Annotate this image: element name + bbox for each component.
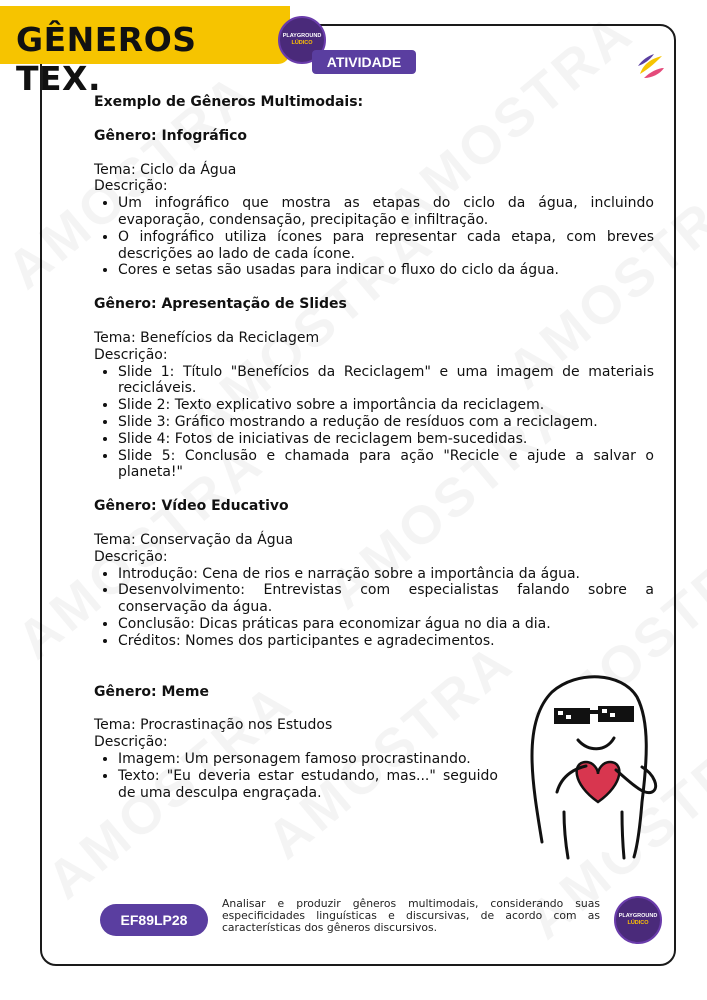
title-bar — [0, 6, 290, 98]
section-descricao: Descrição: — [94, 346, 168, 363]
list-item: • Desenvolvimento: Entrevistas com especialistas falando sobre a conservação da água. — [118, 582, 654, 616]
list-item: • O infográfico utiliza ícones para representar cada etapa, com breves descrições ao lado de cada ícone. — [118, 229, 654, 263]
section-list — [94, 364, 654, 482]
list-item: • Um infográfico que mostra as etapas do ciclo da água, incluindo evaporação, condensação, precipitação e infiltração. — [118, 195, 654, 229]
decorative-leaf-icon — [636, 52, 666, 82]
section-list — [94, 566, 654, 650]
list-item: • Slide 2: Texto explicativo sobre a importância da reciclagem. — [118, 397, 654, 414]
list-item: • Slide 1: Título "Benefícios da Reciclagem" e uma imagem de materiais recicláveis. — [118, 364, 654, 398]
list-item: • Cores e setas são usadas para indicar o fluxo do ciclo da água. — [118, 262, 654, 279]
section-descricao: Descrição: — [94, 548, 168, 565]
list-item: • Slide 3: Gráfico mostrando a redução de resíduos com a reciclagem. — [118, 414, 654, 431]
skill-code-badge: EF89LP28 — [100, 904, 208, 936]
list-item: • Créditos: Nomes dos participantes e agradecimentos. — [118, 633, 654, 650]
section-heading: Gênero: Infográfico — [94, 127, 247, 144]
section-heading: Gênero: Apresentação de Slides — [94, 296, 347, 313]
intro-heading: Exemplo de Gêneros Multimodais: — [94, 94, 364, 110]
section-tema: Tema: Ciclo da Água — [94, 161, 237, 178]
logo-line2: LÚDICO — [627, 920, 649, 926]
logo-line1: PLAYGROUND — [282, 33, 322, 39]
section-tema: Tema: Procrastinação nos Estudos — [94, 717, 333, 734]
section-list — [94, 195, 654, 279]
list-item: • Texto: "Eu deveria estar estudando, mas..." seguido de uma desculpa engraçada. — [118, 768, 498, 802]
skill-description: Analisar e produzir gêneros multimodais, considerando suas especificidades linguísticas e discursivas, de acordo com as características dos gêneros discursivos. — [222, 897, 600, 934]
section-tema: Tema: Benefícios da Reciclagem — [94, 329, 320, 346]
activity-badge: ATIVIDADE — [312, 50, 416, 74]
section-descricao: Descrição: — [94, 178, 168, 195]
playground-logo-footer — [614, 896, 662, 944]
list-item: • Introdução: Cena de rios e narração sobre a importância da água. — [118, 566, 654, 583]
page-title: GÊNEROS TEX. — [16, 20, 197, 98]
section-heading: Gênero: Vídeo Educativo — [94, 498, 289, 515]
logo-line1: PLAYGROUND — [618, 913, 658, 919]
section-heading: Gênero: Meme — [94, 683, 209, 700]
list-item: • Slide 4: Fotos de iniciativas de reciclagem bem-sucedidas. — [118, 431, 654, 448]
section-tema: Tema: Conservação da Água — [94, 531, 294, 548]
list-item: • Conclusão: Dicas práticas para economizar água no dia a dia. — [118, 616, 654, 633]
section-descricao: Descrição: — [94, 734, 168, 751]
logo-line2: LÚDICO — [291, 40, 313, 46]
meme-character-illustration — [502, 662, 662, 862]
list-item: • Slide 5: Conclusão e chamada para ação "Recicle e ajude a salvar o planeta!" — [118, 448, 654, 482]
list-item: • Imagem: Um personagem famoso procrastinando. — [118, 751, 498, 768]
section-list — [94, 751, 498, 801]
